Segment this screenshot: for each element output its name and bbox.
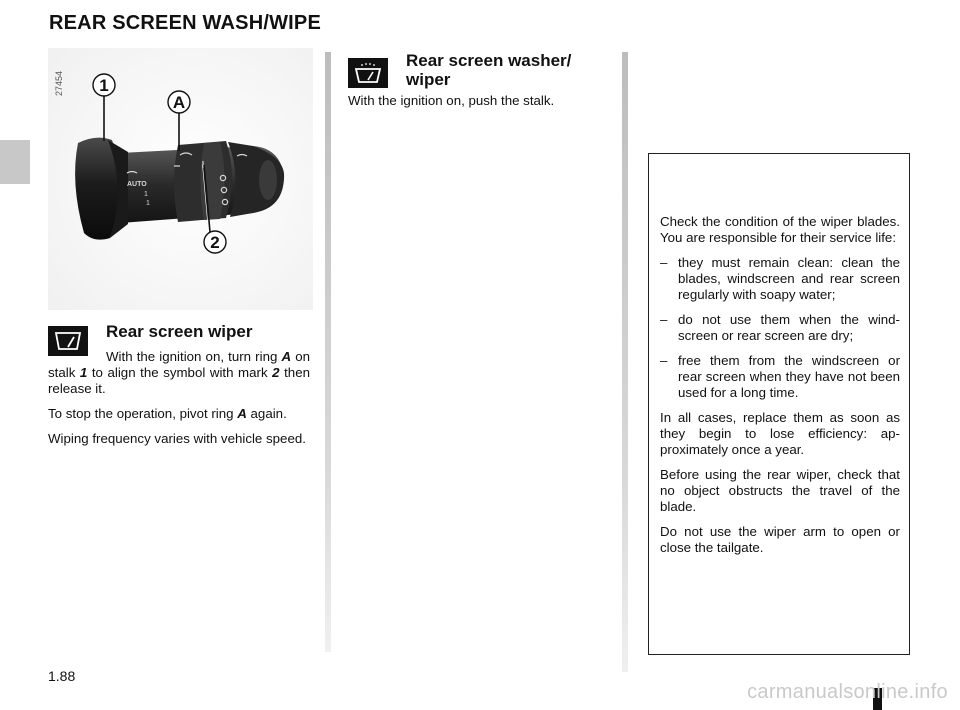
note-list <box>660 255 900 401</box>
rear-washer-title: Rear screen washer/ wiper <box>406 51 572 89</box>
rear-wiper-frequency-note: Wiping frequency varies with vehicle speed. <box>48 431 306 446</box>
chapter-tab <box>0 140 30 184</box>
page-number: 1.88 <box>48 668 76 684</box>
rear-wiper-stop-instruction: To stop the operation, pivot ring A again. <box>48 406 287 421</box>
column-divider-right <box>622 52 628 672</box>
note-list-item: – do not use them when the wind-screen or rear screen are dry; <box>660 312 900 344</box>
note-list-item: – they must remain clean: clean the blades, windscreen and rear screen regularly with soapy water; <box>660 255 900 303</box>
callout-stalk: 1 <box>99 76 109 95</box>
stalk-label-auto: AUTO <box>127 181 147 188</box>
wiper-stalk-photo <box>48 48 313 310</box>
maintenance-note-box <box>648 153 910 655</box>
note-intro: Check the condition of the wiper blades. You are responsible for their service life: <box>660 214 900 245</box>
figure-reference-number: 27454 <box>54 70 64 96</box>
rear-wiper-text <box>48 349 310 456</box>
stalk-label-one: 1 <box>144 191 148 198</box>
rear-washer-wiper-icon <box>348 58 388 88</box>
note-list-item: – free them from the windscreen or rear screen when they have not been used for a long time. <box>660 353 900 401</box>
note-check-obstruction: Before using the rear wiper, check that no object obstructs the travel of the blade. <box>660 467 900 514</box>
callout-ring: A <box>172 93 186 112</box>
column-divider-left <box>325 52 331 652</box>
rear-wiper-instruction: With the ignition on, turn ring A on stalk 1 to align the symbol with mark 2 then release it. <box>48 349 310 396</box>
watermark: carmanualsonline.info <box>747 681 948 703</box>
note-replacement: In all cases, replace them as soon as they begin to lose efficiency: ap-proximately once a year. <box>660 410 900 457</box>
rear-washer-text: With the ignition on, push the stalk. <box>348 93 555 108</box>
maintenance-note-text <box>660 214 900 565</box>
stalk-label-one-second: 1 <box>146 200 150 207</box>
callout-mark: 2 <box>210 233 220 252</box>
page-title: REAR SCREEN WASH/WIPE <box>49 12 322 34</box>
note-tailgate-warning: Do not use the wiper arm to open or close the tailgate. <box>660 524 900 555</box>
rear-wiper-title: Rear screen wiper <box>106 322 253 341</box>
